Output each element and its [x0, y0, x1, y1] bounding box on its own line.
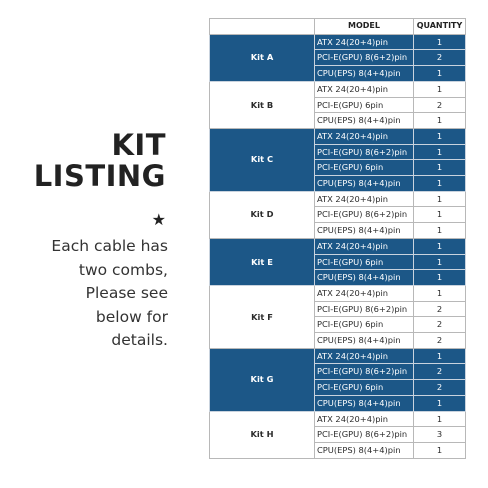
kit-listing-intro — [0, 0, 200, 488]
description-line: Each cable has — [51, 237, 168, 255]
quantity-cell: 2 — [414, 380, 466, 396]
table-row — [210, 285, 466, 301]
table-row — [210, 411, 466, 427]
quantity-cell: 1 — [414, 128, 466, 144]
quantity-cell: 1 — [414, 66, 466, 82]
kit-name-cell: Kit D — [210, 191, 315, 238]
quantity-cell: 1 — [414, 81, 466, 97]
model-cell: ATX 24(20+4)pin — [315, 128, 414, 144]
quantity-cell: 1 — [414, 411, 466, 427]
quantity-cell: 1 — [414, 113, 466, 129]
quantity-cell: 1 — [414, 191, 466, 207]
model-cell: PCI-E(GPU) 8(6+2)pin — [315, 50, 414, 66]
quantity-cell: 1 — [414, 176, 466, 192]
model-cell: PCI-E(GPU) 8(6+2)pin — [315, 301, 414, 317]
kit-name-cell: Kit E — [210, 238, 315, 285]
kit-name-cell: Kit B — [210, 81, 315, 128]
model-cell: PCI-E(GPU) 6pin — [315, 254, 414, 270]
model-cell: PCI-E(GPU) 8(6+2)pin — [315, 144, 414, 160]
model-cell: ATX 24(20+4)pin — [315, 348, 414, 364]
description-line: two combs, — [78, 260, 168, 279]
quantity-cell: 2 — [414, 364, 466, 380]
model-cell: CPU(EPS) 8(4+4)pin — [315, 223, 414, 239]
quantity-cell: 1 — [414, 207, 466, 223]
table-row — [210, 348, 466, 364]
star-icon: ★ — [151, 210, 166, 229]
model-cell: ATX 24(20+4)pin — [315, 238, 414, 254]
kit-name-cell: Kit H — [210, 411, 315, 458]
table-row — [210, 191, 466, 207]
model-cell: CPU(EPS) 8(4+4)pin — [315, 395, 414, 411]
quantity-cell: 1 — [414, 395, 466, 411]
quantity-cell: 2 — [414, 317, 466, 333]
kit-name-cell: Kit C — [210, 128, 315, 191]
model-cell: PCI-E(GPU) 6pin — [315, 317, 414, 333]
description-line: details. — [111, 331, 168, 349]
kit-table-body — [210, 34, 466, 458]
table-row — [210, 81, 466, 97]
model-cell: ATX 24(20+4)pin — [315, 285, 414, 301]
table-row — [210, 128, 466, 144]
description-line: below for — [95, 307, 168, 326]
model-cell: CPU(EPS) 8(4+4)pin — [315, 113, 414, 129]
model-cell: ATX 24(20+4)pin — [315, 191, 414, 207]
model-cell: CPU(EPS) 8(4+4)pin — [315, 176, 414, 192]
header-model: MODEL — [315, 19, 414, 35]
quantity-cell: 2 — [414, 50, 466, 66]
title-line-1: KIT — [111, 128, 166, 162]
quantity-cell: 1 — [414, 160, 466, 176]
model-cell: ATX 24(20+4)pin — [315, 81, 414, 97]
table-header-row — [210, 19, 466, 35]
model-cell: PCI-E(GPU) 8(6+2)pin — [315, 207, 414, 223]
kit-name-cell: Kit F — [210, 285, 315, 348]
model-cell: PCI-E(GPU) 8(6+2)pin — [315, 364, 414, 380]
quantity-cell: 1 — [414, 238, 466, 254]
title-line-2: LISTING — [33, 159, 166, 193]
quantity-cell: 1 — [414, 254, 466, 270]
table-row — [210, 238, 466, 254]
kit-name-cell: Kit A — [210, 34, 315, 81]
quantity-cell: 1 — [414, 34, 466, 50]
model-cell: ATX 24(20+4)pin — [315, 411, 414, 427]
header-quantity: QUANTITY — [414, 19, 466, 35]
quantity-cell: 2 — [414, 301, 466, 317]
table-row — [210, 34, 466, 50]
quantity-cell: 2 — [414, 333, 466, 349]
model-cell: PCI-E(GPU) 6pin — [315, 97, 414, 113]
description-line: Please see — [85, 284, 168, 302]
quantity-cell: 1 — [414, 442, 466, 458]
model-cell: CPU(EPS) 8(4+4)pin — [315, 442, 414, 458]
kit-listing-table — [209, 18, 466, 459]
quantity-cell: 2 — [414, 97, 466, 113]
quantity-cell: 1 — [414, 285, 466, 301]
quantity-cell: 1 — [414, 270, 466, 286]
model-cell: CPU(EPS) 8(4+4)pin — [315, 333, 414, 349]
model-cell: CPU(EPS) 8(4+4)pin — [315, 66, 414, 82]
page-title — [34, 130, 166, 192]
quantity-cell: 1 — [414, 223, 466, 239]
quantity-cell: 1 — [414, 348, 466, 364]
quantity-cell: 3 — [414, 427, 466, 443]
model-cell: ATX 24(20+4)pin — [315, 34, 414, 50]
description — [0, 235, 168, 353]
kit-name-cell: Kit G — [210, 348, 315, 411]
model-cell: PCI-E(GPU) 8(6+2)pin — [315, 427, 414, 443]
model-cell: PCI-E(GPU) 6pin — [315, 160, 414, 176]
quantity-cell: 1 — [414, 144, 466, 160]
model-cell: CPU(EPS) 8(4+4)pin — [315, 270, 414, 286]
model-cell: PCI-E(GPU) 6pin — [315, 380, 414, 396]
header-kit — [210, 19, 315, 35]
